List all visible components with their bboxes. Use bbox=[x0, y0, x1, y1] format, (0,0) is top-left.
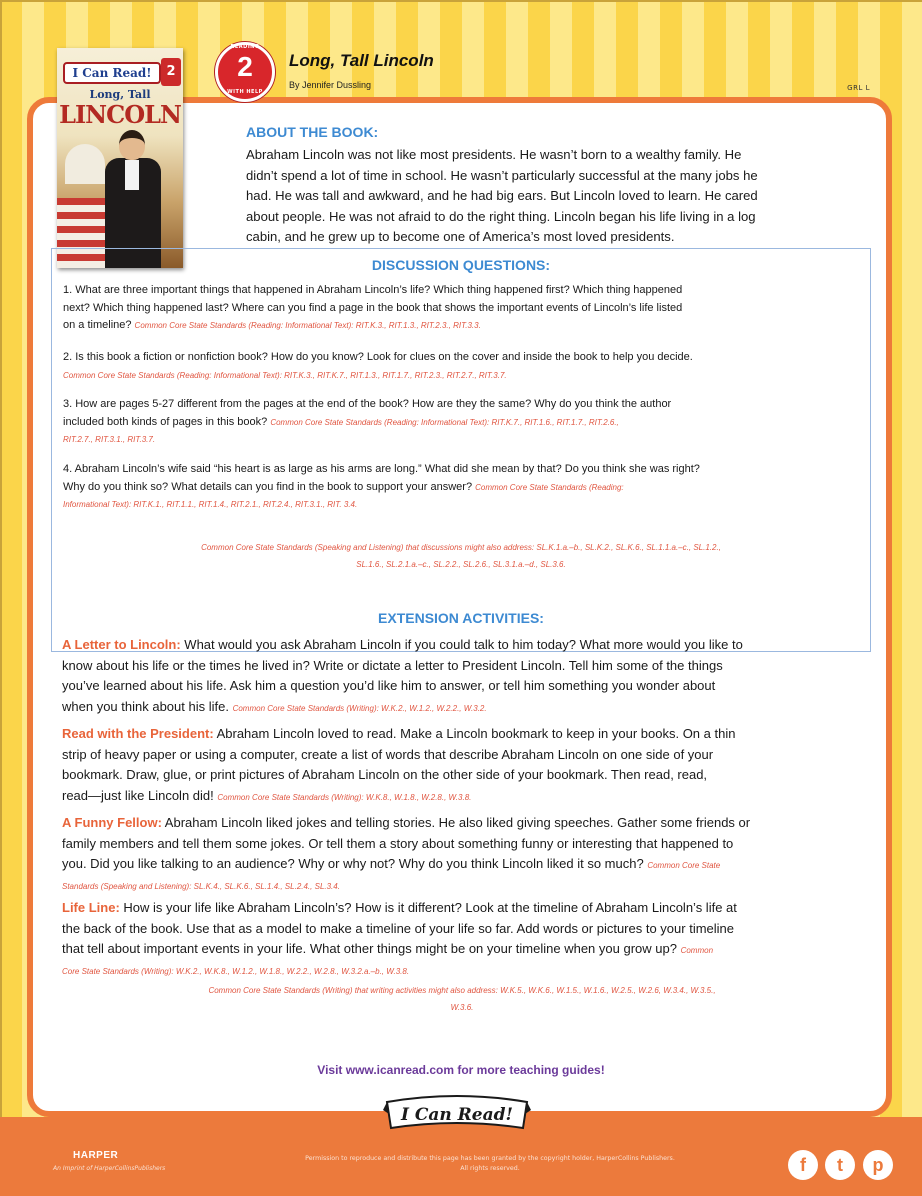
cover-level-badge: 2 bbox=[161, 58, 181, 86]
about-heading: ABOUT THE BOOK: bbox=[246, 124, 379, 140]
activity-text: Abraham Lincoln liked jokes and telling stories. He also liked giving speeches. Gather some friends or bbox=[161, 815, 751, 830]
permission-text bbox=[220, 1154, 760, 1174]
discussion-question-2 bbox=[63, 349, 860, 384]
question-line: 4. Abraham Lincoln’s wife said “his heart is as large as his arms are long.” What did she mean by that? Do you think she was right? bbox=[63, 463, 700, 475]
cover-lincoln-head bbox=[119, 130, 145, 160]
activity-text: Abraham Lincoln loved to read. Make a Lincoln bookmark to keep in your books. On a thin bbox=[213, 726, 736, 741]
activity-line: the back of the book. Use that as a model to make a timeline of your life so far. Add words or pictures to your timeline bbox=[62, 920, 735, 936]
discussion-question-4 bbox=[63, 461, 860, 514]
permission-line: All rights reserved. bbox=[460, 1165, 520, 1172]
badge-bottom-text: WITH HELP bbox=[227, 89, 263, 95]
question-line bbox=[63, 317, 860, 335]
ccss-reference: Common Core State Standards (Reading: bbox=[475, 482, 624, 492]
ccss-line: Common Core State Standards (Speaking and Listening) that discussions might also address: SL.K.1.a.–b., SL.K.2., SL.K.6., SL.1.1.a.–c., SL.1.2., bbox=[201, 543, 721, 552]
question-text: included both kinds of pages in this book? bbox=[63, 415, 271, 428]
question-line: next? Which thing happened last? Where can you find a page in the book that shows the important events of Lincoln’s life listed bbox=[63, 301, 683, 314]
visit-website-link[interactable]: Visit www.icanread.com for more teaching guides! bbox=[317, 1063, 605, 1077]
book-cover-image bbox=[57, 48, 183, 268]
speaking-ccss bbox=[51, 539, 871, 573]
ccss-reference: Common Core State Standards (Reading: Informational Text): RIT.K.3., RIT.K.7., RIT.1.3., RIT.1.7., RIT.2.3., RIT.2.7., RIT.3.7. bbox=[63, 370, 507, 380]
imprint-text: An Imprint of HarperCollinsPublishers bbox=[53, 1165, 166, 1172]
extension-heading: EXTENSION ACTIVITIES: bbox=[378, 610, 544, 626]
activity-text: How is your life like Abraham Lincoln’s? How is it different? Look at the timeline of Abraham Lincoln’s life at bbox=[119, 900, 737, 915]
badge-top-text: READING bbox=[230, 44, 260, 50]
activity-text: read—just like Lincoln did! bbox=[62, 787, 218, 803]
question-line: 3. How are pages 5-27 different from the pages at the end of the book? How are they the same? Why do you think the author bbox=[63, 398, 672, 410]
facebook-icon[interactable]: f bbox=[788, 1150, 818, 1180]
ccss-reference: Standards (Speaking and Listening): SL.K.4., SL.K.6., SL.1.4., SL.2.4., SL.3.4. bbox=[62, 881, 340, 891]
activity-read-with-president bbox=[62, 724, 862, 808]
activity-line: you’ve learned about his life. Ask him a question you’d like him to answer, or tell him something you wonder about bbox=[62, 678, 716, 693]
book-title: Long, Tall Lincoln bbox=[289, 51, 434, 70]
ccss-reference: Core State Standards (Writing): W.K.2., W.K.8., W.1.2., W.1.8., W.2.2., W.2.8., W.3.2.a.–b., W.3.8. bbox=[62, 966, 410, 976]
activity-line bbox=[62, 635, 862, 656]
activity-funny-fellow bbox=[62, 813, 862, 897]
about-line: didn’t spend a lot of time in school. He wasn’t particularly successful at the many jobs he bbox=[246, 167, 758, 183]
ccss-line: Common Core State Standards (Writing) that writing activities might also address: W.K.5., W.K.6., W.1.5., W.1.6., W.2.5., W.2.6, W.3.4., W.3.5., bbox=[208, 986, 716, 995]
guided-reading-level: GRL L bbox=[847, 84, 870, 92]
activity-line: bookmark. Draw, glue, or print pictures of Abraham Lincoln on the other side of your bookmark. Then read, read, bbox=[62, 767, 708, 782]
question-line bbox=[63, 414, 860, 432]
question-line: 2. Is this book a fiction or nonfiction book? How do you know? Look for clues on the cover and inside the book to help you decide. bbox=[63, 351, 693, 363]
reading-level-badge bbox=[215, 42, 275, 102]
discussion-question-3 bbox=[63, 396, 860, 449]
activity-title: Life Line: bbox=[62, 900, 120, 915]
activity-text: when you think about his life. bbox=[62, 698, 233, 714]
activity-line bbox=[62, 898, 862, 919]
ccss-reference: Informational Text): RIT.K.1., RIT.1.1., RIT.1.4., RIT.2.1., RIT.2.4., RIT.3.1., RIT. 3.4. bbox=[63, 500, 358, 509]
ccss-reference: RIT.2.7., RIT.3.1., RIT.3.7. bbox=[63, 435, 156, 444]
activity-line bbox=[62, 854, 862, 877]
about-line: about people. He was not afraid to do the right thing. Lincoln began his life living in a log bbox=[246, 208, 756, 224]
cover-title-line2: LINCOLN bbox=[59, 100, 181, 129]
cover-lincoln-shirt bbox=[125, 160, 139, 190]
activity-line bbox=[62, 786, 862, 809]
activity-line bbox=[62, 724, 862, 745]
pinterest-icon[interactable]: p bbox=[863, 1150, 893, 1180]
publisher-logo: HARPER bbox=[73, 1150, 119, 1161]
activity-text: What would you ask Abraham Lincoln if you could talk to him today? What more would you like to bbox=[180, 637, 743, 652]
activity-life-line bbox=[62, 898, 862, 982]
question-line bbox=[63, 479, 860, 497]
ccss-line: SL.1.6., SL.2.1.a.–c., SL.2.2., SL.2.6., SL.3.1.a.–d., SL.3.6. bbox=[356, 560, 566, 569]
activity-title: Read with the President: bbox=[62, 726, 214, 741]
about-line: cabin, and he grew up to become one of America’s most loved presidents. bbox=[246, 229, 675, 244]
activity-line: know about his life or the times he lived in? Write or dictate a letter to President Lincoln. Tell him some of the things bbox=[62, 657, 723, 673]
question-text: on a timeline? bbox=[63, 319, 135, 331]
activity-line bbox=[62, 939, 862, 962]
ccss-reference: Common Core State bbox=[647, 861, 721, 870]
activity-text: you. Did you like talking to an audience? Why or why not? Why do you think Lincoln liked it so much? bbox=[62, 856, 648, 871]
cover-title-line1: Long, Tall bbox=[89, 88, 151, 101]
ccss-reference: Common Core State Standards (Reading: Informational Text): RIT.K.7., RIT.1.6., RIT.1.7., RIT.2.6., bbox=[270, 417, 619, 427]
book-author: By Jennifer Dussling bbox=[289, 80, 372, 90]
discussion-heading: DISCUSSION QUESTIONS: bbox=[371, 257, 551, 273]
ccss-reference: Common bbox=[680, 946, 714, 955]
twitter-icon[interactable]: t bbox=[825, 1150, 855, 1180]
activity-line bbox=[62, 697, 862, 720]
ccss-line: W.3.6. bbox=[450, 1003, 474, 1012]
about-paragraph bbox=[246, 145, 846, 248]
question-line bbox=[63, 367, 860, 385]
question-text: Why do you think so? What details can you find in the book to support your answer? bbox=[63, 480, 476, 493]
activity-line: family members and tell them some jokes. Or tell them a story about something funny or interesting that happened to bbox=[62, 835, 734, 851]
activity-line bbox=[62, 813, 862, 834]
badge-level-number: 2 bbox=[237, 51, 253, 82]
discussion-question-1 bbox=[63, 282, 860, 335]
activity-title: A Funny Fellow: bbox=[62, 815, 162, 830]
about-line: Abraham Lincoln was not like most presidents. He wasn’t born to a wealthy family. He bbox=[246, 147, 742, 162]
activity-line: strip of heavy paper or using a computer, create a list of words that describe Abraham Lincoln on one side of your bbox=[62, 746, 714, 762]
writing-ccss bbox=[62, 982, 862, 1016]
ccss-reference: Common Core State Standards (Writing): W.K.2., W.1.2., W.2.2., W.3.2. bbox=[232, 703, 487, 713]
ccss-reference: Common Core State Standards (Reading: Informational Text): RIT.K.3., RIT.1.3., RIT.2.3., RIT.3.3. bbox=[134, 321, 481, 330]
question-line: 1. What are three important things that happened in Abraham Lincoln’s life? Which thing happened first? Which thing happened bbox=[63, 284, 683, 296]
i-can-read-logo bbox=[383, 1092, 531, 1134]
ccss-reference: Common Core State Standards (Writing): W.K.8., W.1.8., W.2.8., W.3.8. bbox=[217, 792, 472, 802]
about-line: had. He was tall and awkward, and he had big ears. But Lincoln loved to learn. He cared bbox=[246, 188, 758, 203]
cover-series-logo: I Can Read! bbox=[63, 62, 161, 84]
activity-letter-to-lincoln bbox=[62, 635, 862, 719]
cover-capitol-illustration bbox=[65, 144, 105, 184]
logo-text: I Can Read! bbox=[400, 1105, 514, 1125]
activity-title: A Letter to Lincoln: bbox=[62, 637, 181, 652]
activity-text: that tell about important events in your life. What other things might be on your timeline when you grow up? bbox=[62, 941, 681, 956]
permission-line: Permission to reproduce and distribute this page has been granted by the copyright holder, HarperCollins Publishers. bbox=[305, 1155, 675, 1162]
